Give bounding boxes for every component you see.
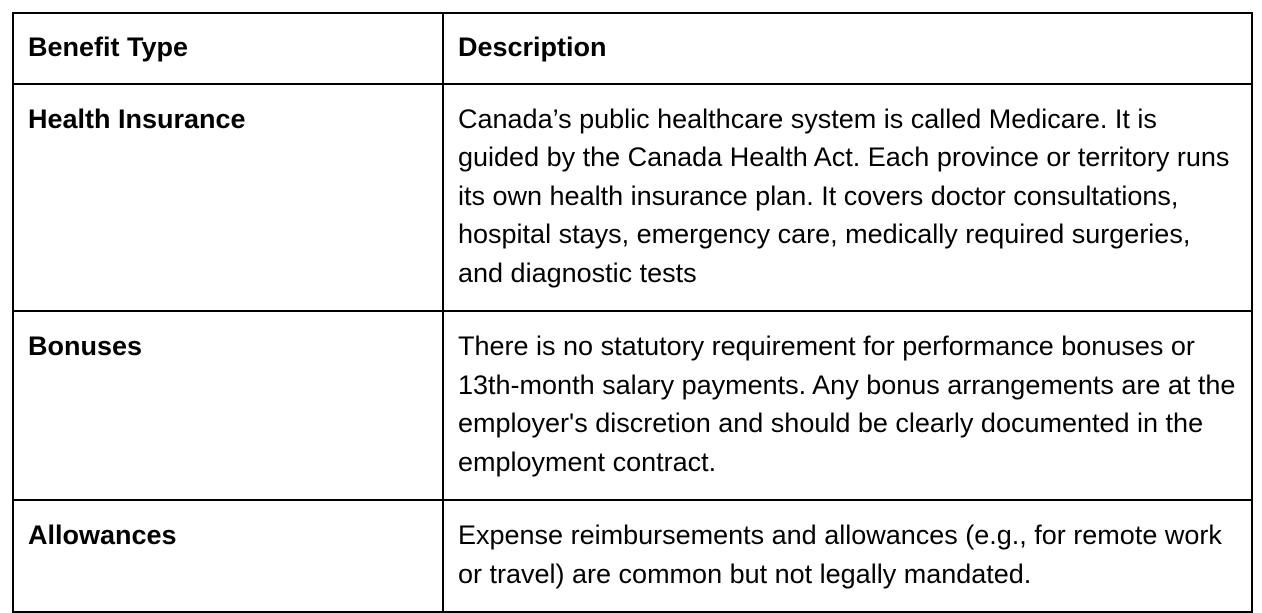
benefit-type-cell: Allowances	[13, 500, 443, 612]
benefit-type-cell: Bonuses	[13, 311, 443, 500]
benefit-type-cell: Health Insurance	[13, 84, 443, 312]
table-header-row	[13, 13, 1252, 84]
header-benefit-type: Benefit Type	[13, 13, 443, 84]
benefits-table	[12, 12, 1253, 613]
header-description: Description	[443, 13, 1252, 84]
description-cell: There is no statutory requirement for performance bonuses or 13th-month salary payments. Any bonus arrangements are at the employer's discretion and should be clearly documented in the employment contract.	[443, 311, 1252, 500]
description-cell: Canada’s public healthcare system is called Medicare. It is guided by the Canada Health Act. Each province or territory runs its own health insurance plan. It covers doctor consultations, hospital stays, emergency care, medically required surgeries, and diagnostic tests	[443, 84, 1252, 312]
table-row	[13, 500, 1252, 612]
table-row	[13, 311, 1252, 500]
description-cell: Expense reimbursements and allowances (e.g., for remote work or travel) are common but not legally mandated.	[443, 500, 1252, 612]
table-row	[13, 84, 1252, 312]
